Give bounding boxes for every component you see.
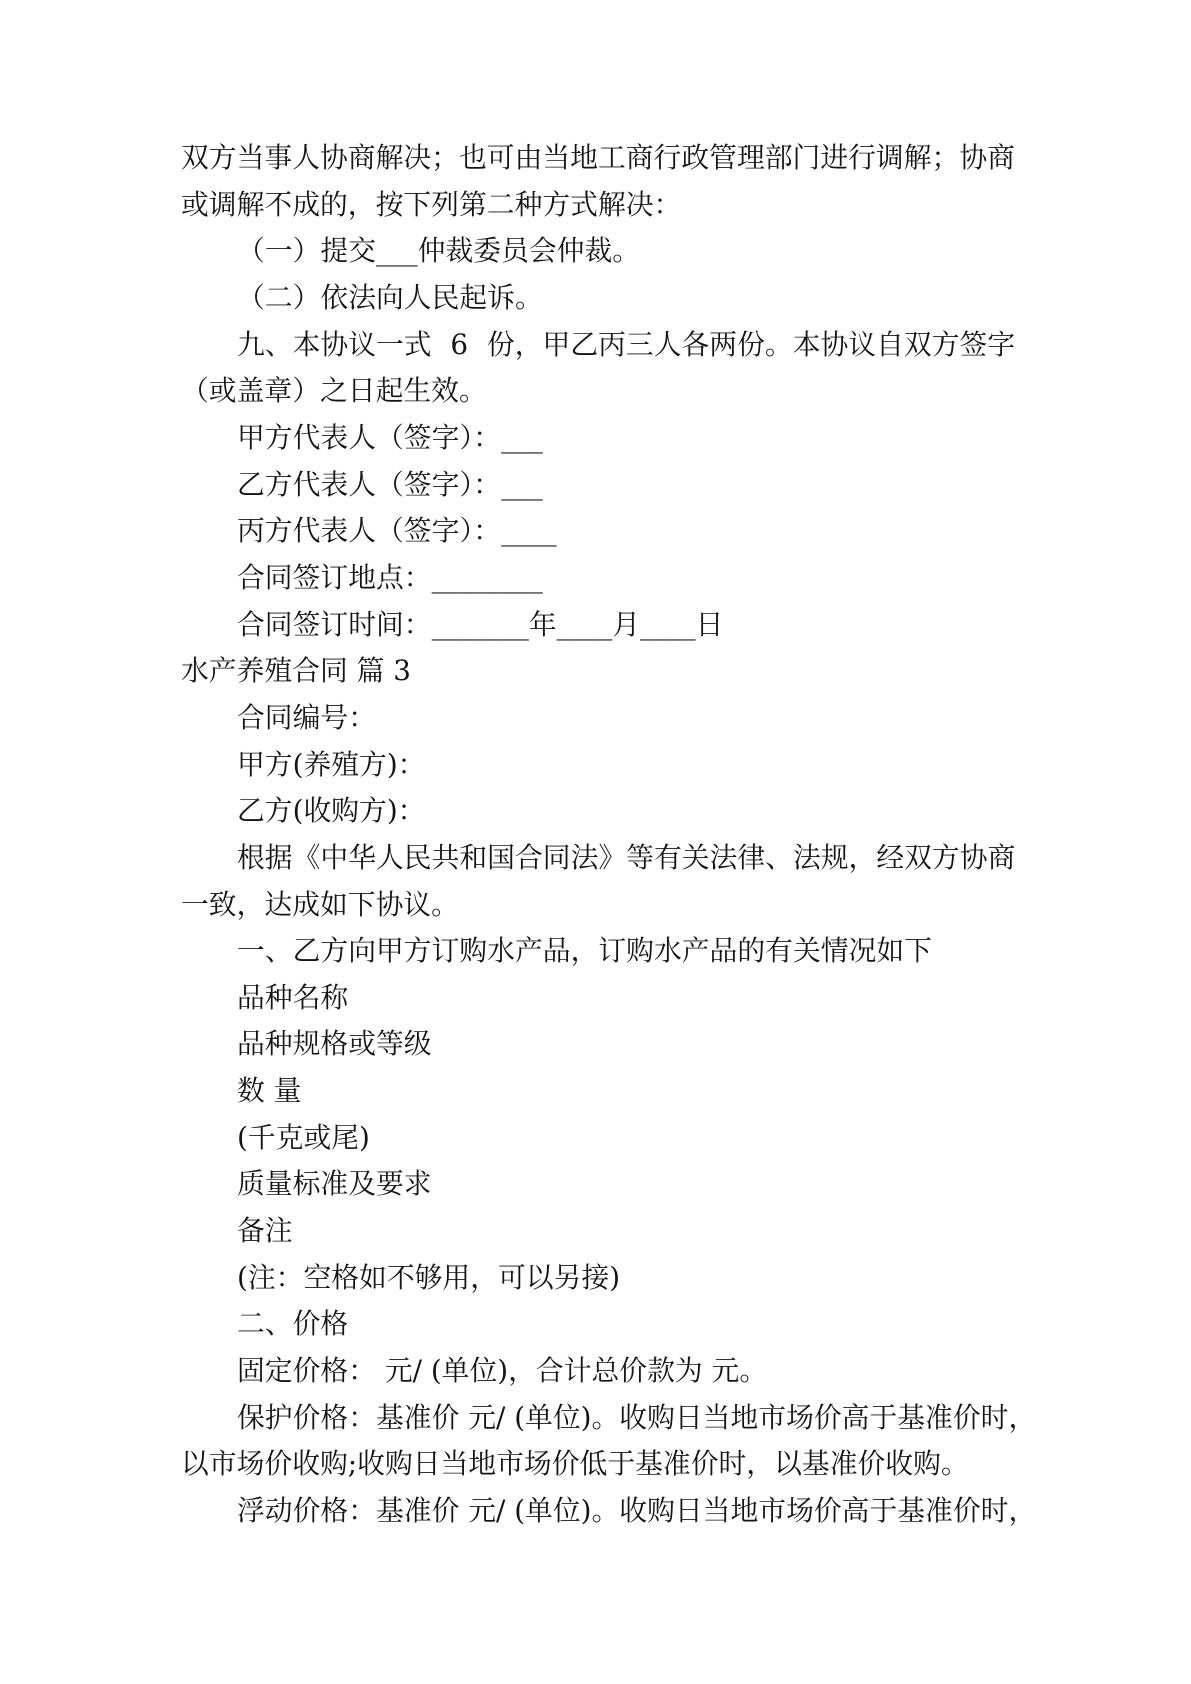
clause-1-field-variety-name: 品种名称 (237, 980, 349, 1014)
contract-number-field: 合同编号： (237, 700, 376, 734)
section-heading: 水产养殖合同 篇 3 (181, 654, 411, 688)
contract-party-b-field: 乙方(收购方)： (237, 794, 426, 828)
contract-party-a-field: 甲方(养殖方)： (237, 747, 426, 781)
clause-9-line: （或盖章）之日起生效。 (181, 374, 487, 408)
clause-1-note: (注：空格如不够用，可以另接) (237, 1260, 621, 1294)
floating-price-line: 浮动价格：基准价 元/ (单位)。收购日当地市场价高于基准价时， (237, 1494, 1037, 1528)
clause-1-field-quality-standard: 质量标准及要求 (237, 1167, 432, 1201)
dispute-resolution-line: 双方当事人协商解决；也可由当地工商行政管理部门进行调解；协商 (181, 141, 1015, 174)
dispute-option-lawsuit: （二）依法向人民起诉。 (237, 280, 543, 314)
clause-1-field-variety-grade: 品种规格或等级 (237, 1027, 432, 1061)
clause-9-line: 九、本协议一式 6 份，甲乙丙三人各两份。本协议自双方签字 (237, 327, 1016, 361)
fixed-price-line: 固定价格： 元/ (单位)，合计总价款为 元。 (237, 1354, 768, 1388)
party-a-signature-field: 甲方代表人（签字）：___ (237, 420, 543, 454)
clause-1-heading: 一、乙方向甲方订购水产品，订购水产品的有关情况如下 (237, 934, 932, 968)
preamble-line: 一致，达成如下协议。 (181, 887, 459, 921)
dispute-resolution-line: 或调解不成的，按下列第二种方式解决： (181, 187, 682, 221)
signing-date-field: 合同签订时间：_______年____月____日 (237, 607, 724, 641)
document-body (181, 135, 1037, 1535)
preamble-line: 根据《中华人民共和国合同法》等有关法律、法规，经双方协商 (237, 840, 1016, 874)
protected-price-line: 以市场价收购;收购日当地市场价低于基准价时，以基准价收购。 (181, 1447, 969, 1481)
signing-place-field: 合同签订地点：________ (237, 560, 543, 594)
clause-1-field-remarks: 备注 (237, 1214, 293, 1248)
clause-1-field-quantity: 数 量 (237, 1074, 302, 1108)
protected-price-line: 保护价格：基准价 元/ (单位)。收购日当地市场价高于基准价时， (237, 1400, 1037, 1434)
clause-1-field-quantity-unit: (千克或尾) (237, 1120, 370, 1154)
party-c-signature-field: 丙方代表人（签字）：____ (237, 514, 557, 548)
clause-2-heading: 二、价格 (237, 1307, 349, 1341)
dispute-option-arbitration: （一）提交___仲裁委员会仲裁。 (237, 234, 641, 268)
party-b-signature-field: 乙方代表人（签字）：___ (237, 467, 543, 501)
